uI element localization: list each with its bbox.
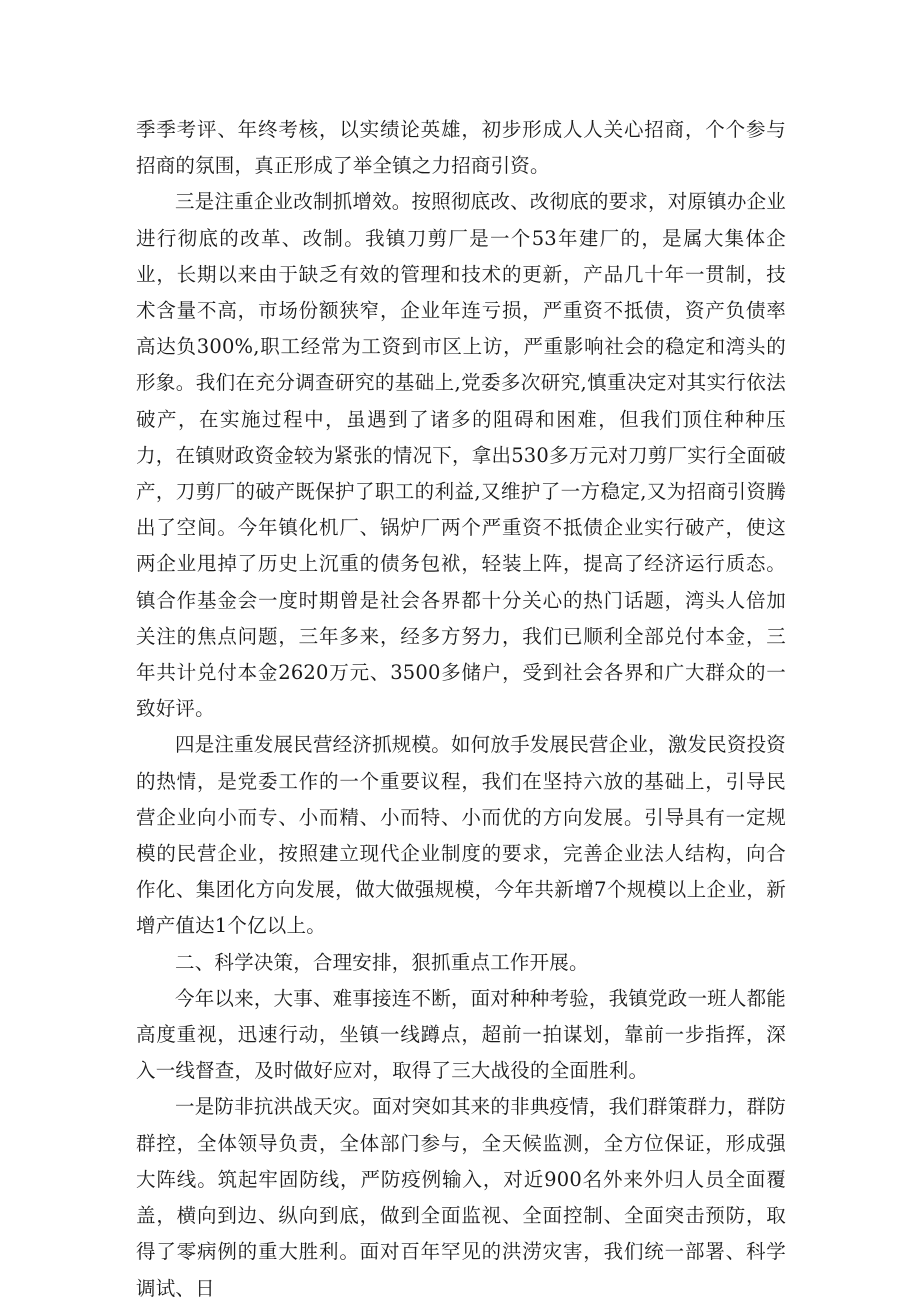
paragraph-private-economy: 四是注重发展民营经济抓规模。如何放手发展民营企业，激发民资投资的热情，是党委工作的一个重要议程，我们在坚持六放的基础上，引导民营企业向小而专、小而精、小而特、小而优的方向发展。引导具有一定规模的民营企业，按照建立现代企业制度的要求，完善企业法人结构，向合作化、集团化方向发展，做大做强规模，今年共新增7个规模以上企业，新增产值达1个亿以上。	[136, 733, 786, 938]
document-body	[136, 112, 786, 1307]
paragraph-investment-atmosphere: 季季考评、年终考核，以实绩论英雄，初步形成人人关心招商，个个参与招商的氛围，真正形成了举全镇之力招商引资。	[136, 118, 786, 178]
section-heading-scientific-decision: 二、科学决策，合理安排，狠抓重点工作开展。	[175, 950, 589, 974]
paragraph-enterprise-reform: 三是注重企业改制抓增效。按照彻底改、改彻底的要求，对原镇办企业进行彻底的改革、改制。我镇刀剪厂是一个53年建厂的，是属大集体企业，长期以来由于缺乏有效的管理和技术的更新，产品几十年一贯制，技术含量不高，市场份额狭窄，企业年连亏损，严重资不抵债，资产负债率高达负300%,职工经常为工资到市区上访，严重影响社会的稳定和湾头的形象。我们在充分调查研究的基础上,党委多次研究,慎重决定对其实行依法破产，在实施过程中，虽遇到了诸多的阻碍和困难，但我们顶住种种压力，在镇财政资金较为紧张的情况下，拿出530多万元对刀剪厂实行全面破产，刀剪厂的破产既保护了职工的利益,又维护了一方稳定,又为招商引资腾出了空间。今年镇化机厂、锅炉厂两个严重资不抵债企业实行破产，使这两企业甩掉了历史上沉重的债务包袱，轻装上阵，提高了经济运行质态。镇合作基金会一度时期曾是社会各界都十分关心的热门话题，湾头人倍加关注的焦点问题，三年多来，经多方努力，我们已顺利全部兑付本金，三年共计兑付本金2620万元、3500多储户，受到社会各界和广大群众的一致好评。	[136, 190, 786, 721]
paragraph-key-work-overview: 今年以来，大事、难事接连不断，面对种种考验，我镇党政一班人都能高度重视，迅速行动，坐镇一线蹲点，超前一拍谋划，靠前一步指挥，深入一线督查，及时做好应对，取得了三大战役的全面胜利。	[136, 986, 786, 1083]
paragraph-sars-flood-fight: 一是防非抗洪战天灾。面对突如其来的非典疫情，我们群策群力，群防群控，全体领导负责，全体部门参与，全天候监测，全方位保证，形成强大阵线。筑起牢固防线，严防疫例输入，对近900名外来外归人员全面覆盖，横向到边、纵向到底，做到全面监视、全面控制、全面突击预防，取得了零病例的重大胜利。面对百年罕见的洪涝灾害，我们统一部署、科学调试、日	[136, 1095, 786, 1300]
